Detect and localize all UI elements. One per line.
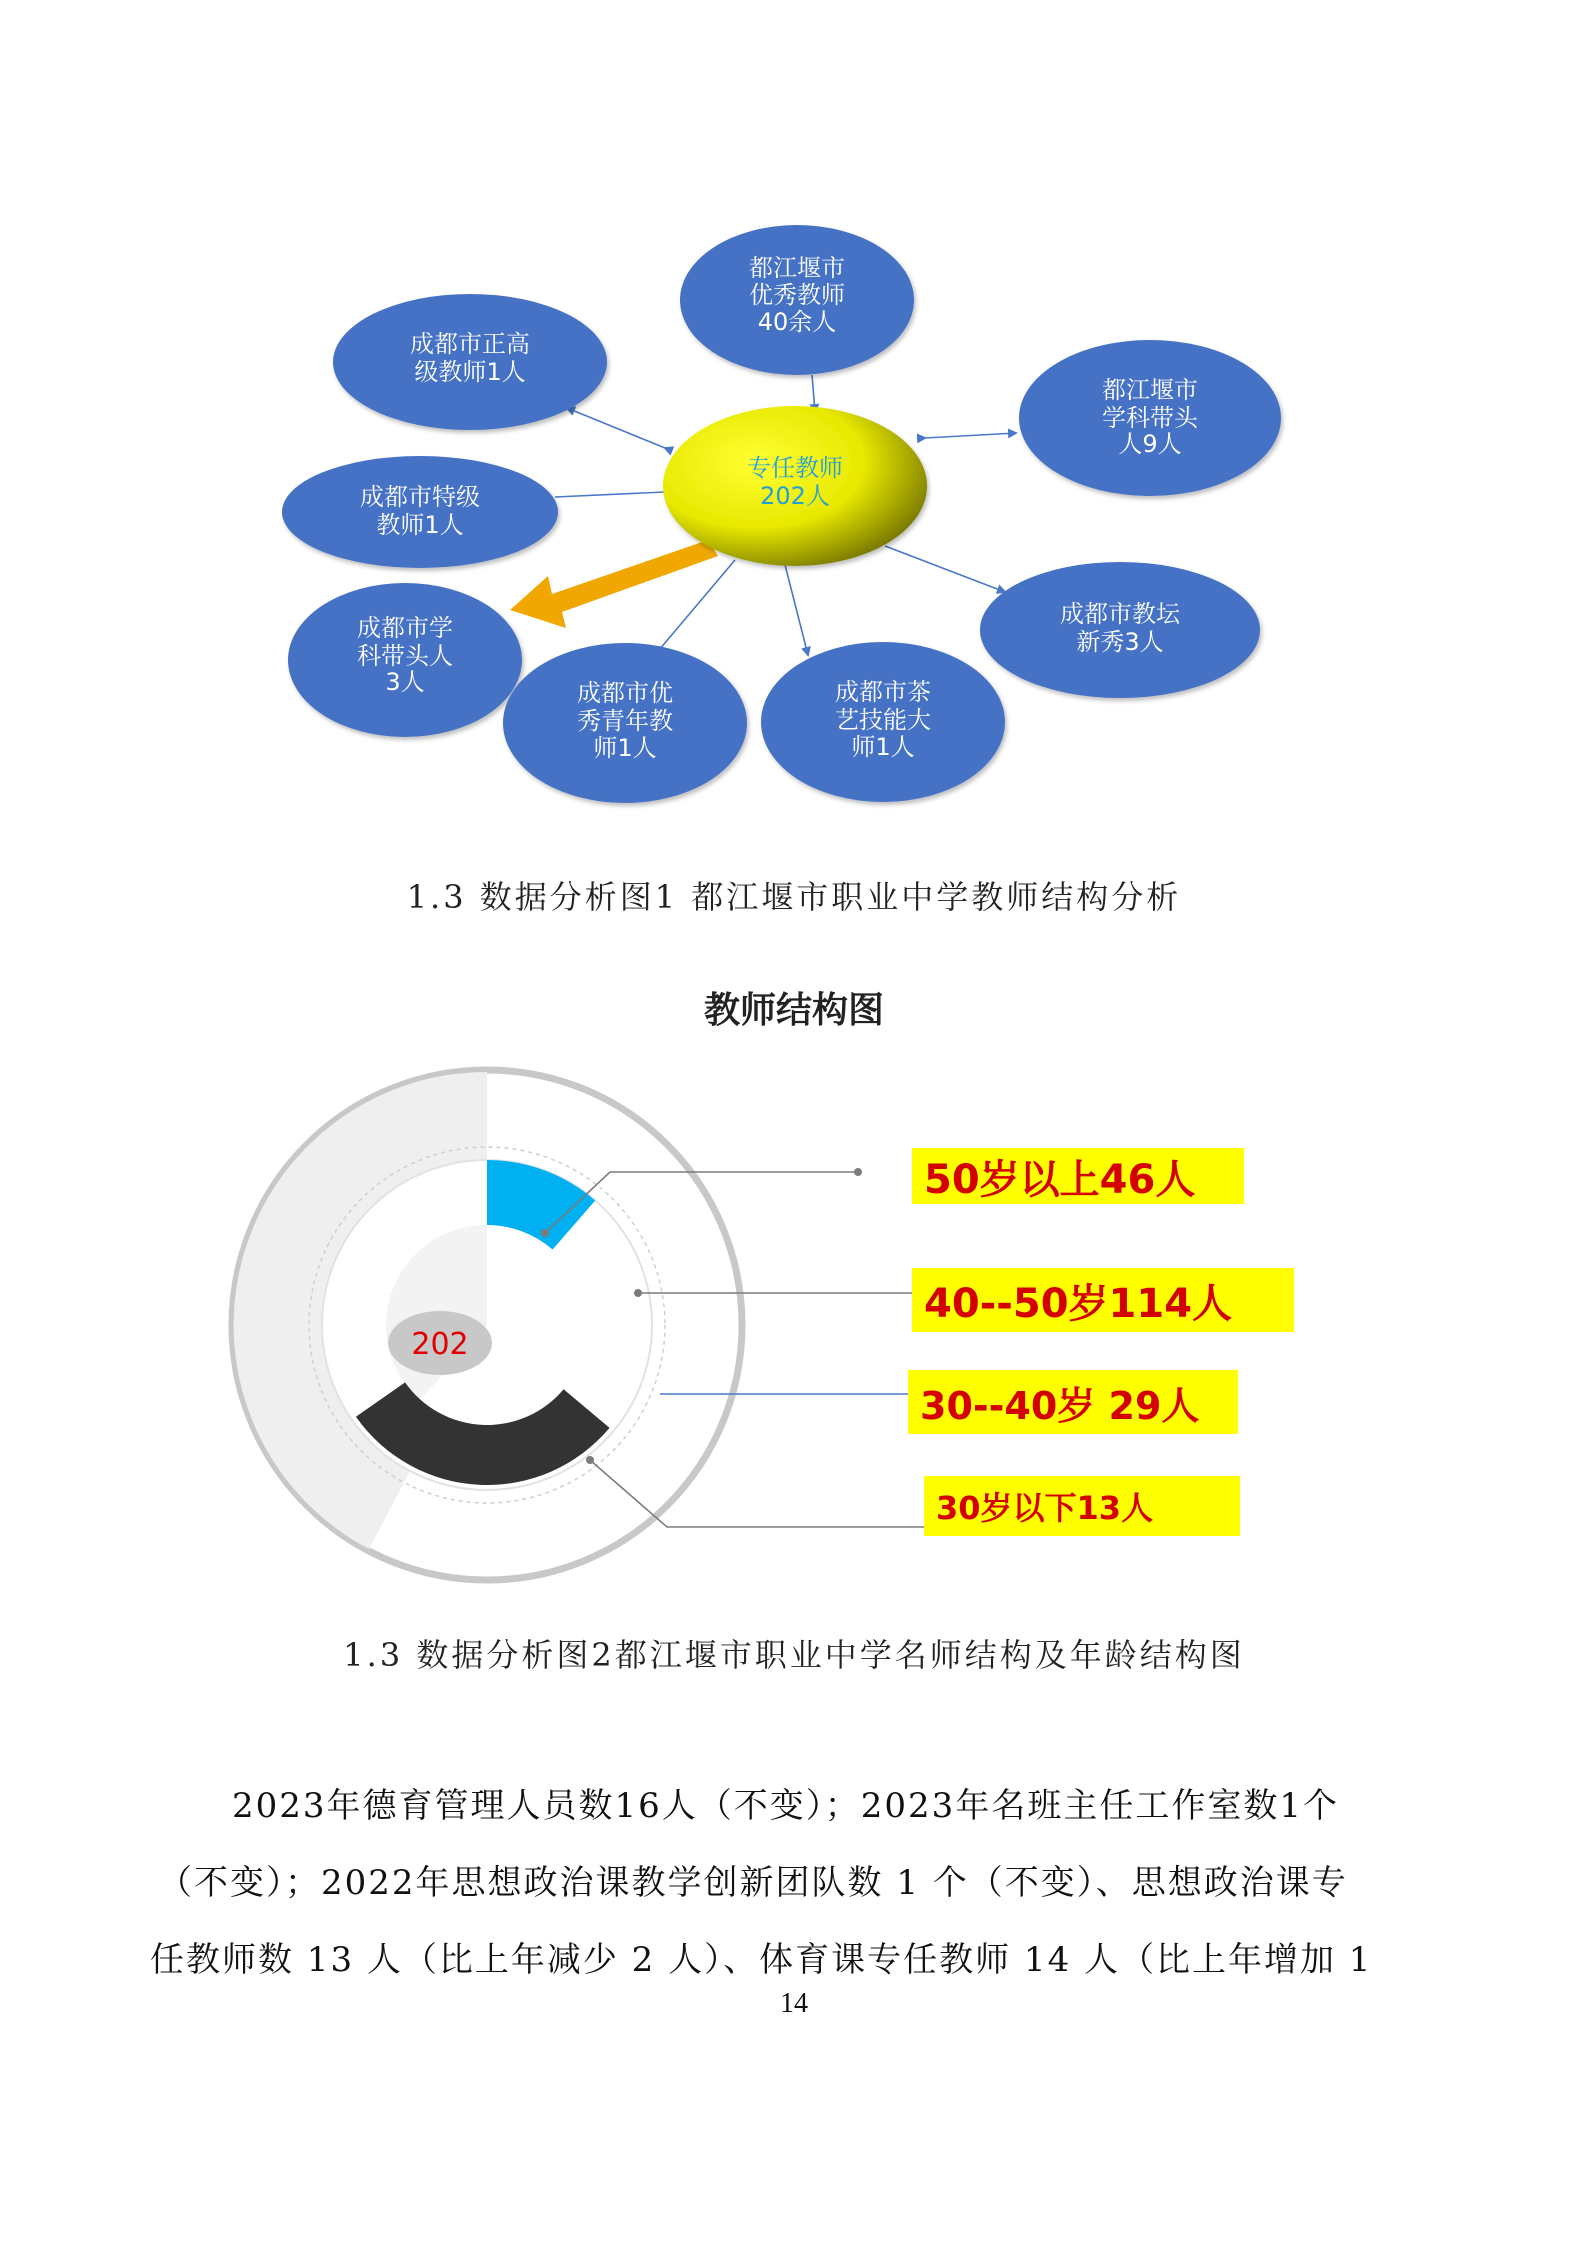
- node-teji-line-1: 成都市特级: [360, 483, 480, 511]
- node-top-line-2: 优秀教师: [749, 281, 845, 309]
- leader-dot-4: [586, 1456, 594, 1464]
- age-label-3: 30--40岁 29人: [908, 1370, 1238, 1434]
- node-zheng-gao-line-1: 成都市正高: [410, 330, 530, 358]
- center-value: 202: [411, 1327, 469, 1362]
- node-xueke-chengdu-line-3: 3人: [385, 668, 425, 696]
- page-number: 14: [780, 1988, 808, 2019]
- node-chayi-line-3: 师1人: [851, 733, 915, 761]
- node-teji-line-2: 教师1人: [376, 511, 464, 539]
- node-chayi-line-1: 成都市茶: [835, 678, 931, 706]
- node-xueke-dujiangyan-line-1: 都江堰市: [1102, 376, 1198, 404]
- leader-dot-1: [541, 1229, 549, 1237]
- age-label-1: 50岁以上46人: [912, 1148, 1244, 1204]
- figure1-caption: 1.3 数据分析图1 都江堰市职业中学教师结构分析: [406, 878, 1182, 916]
- node-jiaotan-line-1: 成都市教坛: [1060, 600, 1180, 628]
- node-top-line-1: 都江堰市: [749, 254, 845, 282]
- node-top-line-3: 40余人: [757, 308, 837, 336]
- node-xueke-chengdu-line-1: 成都市学: [357, 614, 453, 642]
- age-label-2: 40--50岁114人: [912, 1268, 1294, 1332]
- figure2-title: 教师结构图: [703, 990, 884, 1031]
- node-chayi-line-2: 艺技能大: [835, 706, 931, 734]
- node-jiaotan-line-2: 新秀3人: [1076, 628, 1164, 656]
- node-youxiu-qingnian-line-1: 成都市优: [577, 679, 673, 707]
- paragraph-line-3: 任教师数 13 人（比上年减少 2 人）、体育课专任教师 14 人（比上年增加 1: [150, 1940, 1373, 1980]
- leader-dot-2: [634, 1289, 642, 1297]
- paragraph-line-1: 2023年德育管理人员数16人（不变）；2023年名班主任工作室数1个: [232, 1786, 1339, 1826]
- leader-dot-1b: [854, 1168, 862, 1176]
- node-xueke-dujiangyan-line-2: 学科带头: [1102, 404, 1198, 432]
- node-youxiu-qingnian-line-2: 秀青年教: [577, 707, 673, 735]
- node-zheng-gao-line-2: 级教师1人: [414, 358, 526, 386]
- figure2-caption: 1.3 数据分析图2都江堰市职业中学名师结构及年龄结构图: [343, 1636, 1245, 1674]
- node-xueke-dujiangyan-line-3: 人9人: [1118, 430, 1182, 458]
- node-xueke-chengdu-line-2: 科带头人: [357, 642, 453, 670]
- center-node-line-2: 202人: [760, 482, 830, 510]
- node-youxiu-qingnian-line-3: 师1人: [593, 734, 657, 762]
- paragraph-line-2: （不变）；2022年思想政治课教学创新团队数 1 个（不变）、思想政治课专: [158, 1863, 1348, 1903]
- center-node-line-1: 专任教师: [747, 454, 843, 482]
- age-label-4: 30岁以下13人: [924, 1476, 1240, 1536]
